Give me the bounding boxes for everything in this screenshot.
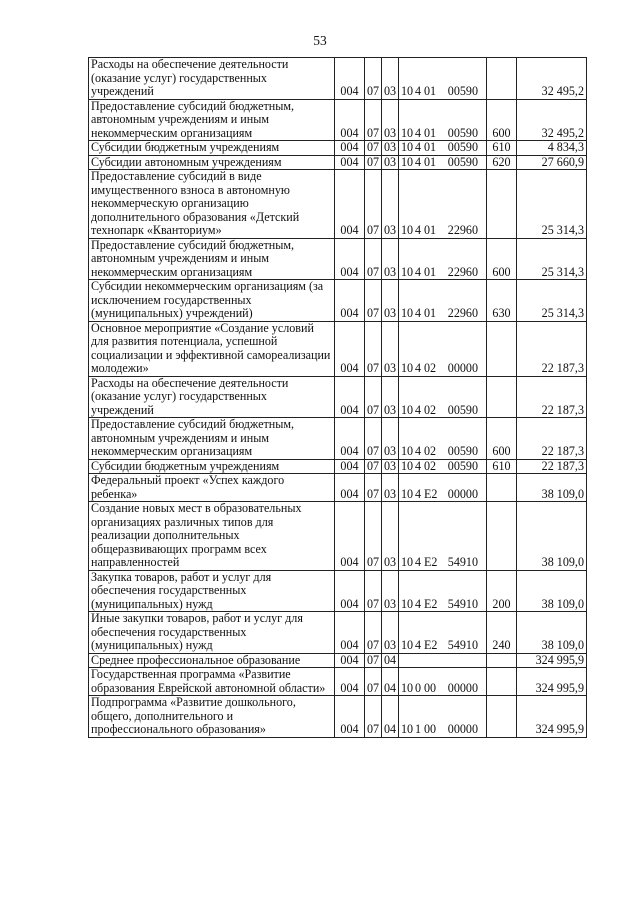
target-article-part: 00590	[447, 444, 478, 458]
section-code-cell: 07	[365, 58, 382, 100]
subsection-code-cell: 03	[382, 141, 399, 156]
expense-name-cell: Расходы на обеспечение деятельности (оказание услуг) государственных учреждений	[89, 376, 335, 418]
table-row	[89, 280, 587, 322]
target-article-part: 4	[415, 140, 422, 154]
target-article-part: 22960	[447, 223, 478, 237]
grbs-code-cell: 004	[335, 170, 365, 239]
subsection-code-cell: 03	[382, 459, 399, 474]
expense-type-cell	[487, 474, 517, 502]
grbs-code-cell: 004	[335, 321, 365, 376]
expense-name-cell: Подпрограмма «Развитие дошкольного, общего, дополнительного и профессионального образования»	[89, 696, 335, 738]
section-code-cell: 07	[365, 653, 382, 668]
section-code-cell: 07	[365, 668, 382, 696]
section-code-cell: 07	[365, 696, 382, 738]
target-article-cell	[399, 238, 487, 280]
target-article-part: E2	[424, 486, 438, 501]
grbs-code-cell: 004	[335, 99, 365, 141]
target-article-part: E2	[424, 555, 438, 569]
target-article-part: 54910	[447, 555, 478, 569]
target-article-cell	[399, 321, 487, 376]
table-row	[89, 170, 587, 239]
expense-type-cell: 240	[487, 612, 517, 654]
section-code-cell: 07	[365, 474, 382, 502]
subsection-code-cell: 03	[382, 170, 399, 239]
expense-name-cell: Субсидии бюджетным учреждениям	[89, 141, 335, 156]
expense-type-cell: 600	[487, 418, 517, 460]
subsection-code-cell: 03	[382, 474, 399, 502]
target-article-part: 00	[424, 722, 437, 736]
target-article-cell	[399, 155, 487, 170]
table-row	[89, 99, 587, 141]
target-article-part: 4	[415, 223, 422, 237]
target-article-part: 01	[424, 223, 437, 237]
target-article-part: 10	[401, 402, 414, 417]
expense-type-cell: 200	[487, 570, 517, 612]
target-article-part: 4	[415, 361, 422, 375]
target-article-part: 00000	[447, 486, 478, 501]
grbs-code-cell: 004	[335, 502, 365, 571]
expense-name-cell: Закупка товаров, работ и услуг для обеспечения государственных (муниципальных) нужд	[89, 570, 335, 612]
target-article-part: 02	[424, 402, 437, 417]
table-row	[89, 502, 587, 571]
target-article-cell	[399, 99, 487, 141]
expense-name-cell: Среднее профессиональное образование	[89, 653, 335, 668]
grbs-code-cell: 004	[335, 459, 365, 474]
grbs-code-cell: 004	[335, 696, 365, 738]
grbs-code-cell: 004	[335, 418, 365, 460]
subsection-code-cell: 03	[382, 376, 399, 418]
target-article-part: E2	[424, 638, 438, 652]
amount-cell: 22 187,3	[517, 418, 587, 460]
target-article-part: 01	[424, 264, 437, 279]
grbs-code-cell: 004	[335, 570, 365, 612]
expense-type-cell: 630	[487, 280, 517, 322]
expense-type-cell: 600	[487, 238, 517, 280]
section-code-cell: 07	[365, 459, 382, 474]
amount-cell: 22 187,3	[517, 459, 587, 474]
section-code-cell: 07	[365, 612, 382, 654]
target-article-part: 00590	[447, 84, 478, 98]
target-article-part: 22960	[447, 264, 478, 279]
target-article-part: 00590	[447, 402, 478, 417]
expense-name-cell: Предоставление субсидий в виде имущественного взноса в автономную некоммерческую организацию дополнительного образования «Детский технопарк «Кванториум»	[89, 170, 335, 239]
section-code-cell: 07	[365, 418, 382, 460]
amount-cell: 32 495,2	[517, 58, 587, 100]
target-article-part: 00590	[447, 155, 478, 169]
target-article-part: 4	[415, 459, 422, 473]
expense-name-cell: Предоставление субсидий бюджетным, автономным учреждениям и иным некоммерческим организациям	[89, 418, 335, 460]
subsection-code-cell: 04	[382, 653, 399, 668]
expense-name-cell: Государственная программа «Развитие образования Еврейской автономной области»	[89, 668, 335, 696]
target-article-cell	[399, 570, 487, 612]
target-article-cell	[399, 170, 487, 239]
subsection-code-cell: 03	[382, 418, 399, 460]
expense-type-cell	[487, 58, 517, 100]
target-article-part: 4	[415, 84, 422, 98]
subsection-code-cell: 03	[382, 570, 399, 612]
section-code-cell: 07	[365, 280, 382, 322]
expense-name-cell: Иные закупки товаров, работ и услуг для обеспечения государственных (муниципальных) нужд	[89, 612, 335, 654]
expense-name-cell: Создание новых мест в образовательных организациях различных типов для реализации дополнительных общеразвивающих программ всех направленностей	[89, 502, 335, 571]
subsection-code-cell: 03	[382, 280, 399, 322]
expense-name-cell: Субсидии некоммерческим организациям (за исключением государственных (муниципальных) учреждений)	[89, 280, 335, 322]
table-row	[89, 474, 587, 502]
target-article-part: 10	[401, 555, 414, 569]
amount-cell: 25 314,3	[517, 170, 587, 239]
amount-cell: 22 187,3	[517, 376, 587, 418]
target-article-part: 4	[415, 402, 422, 417]
expense-name-cell: Субсидии автономным учреждениям	[89, 155, 335, 170]
expense-name-cell: Предоставление субсидий бюджетным, автономным учреждениям и иным некоммерческим организациям	[89, 238, 335, 280]
subsection-code-cell: 03	[382, 502, 399, 571]
expense-name-cell: Предоставление субсидий бюджетным, автономным учреждениям и иным некоммерческим организациям	[89, 99, 335, 141]
target-article-part: 4	[415, 486, 422, 501]
subsection-code-cell: 03	[382, 238, 399, 280]
expense-type-cell: 620	[487, 155, 517, 170]
amount-cell: 22 187,3	[517, 321, 587, 376]
target-article-part: 01	[424, 140, 437, 154]
expense-name-cell: Субсидии бюджетным учреждениям	[89, 459, 335, 474]
target-article-part: 10	[401, 306, 414, 320]
target-article-cell	[399, 502, 487, 571]
table-row	[89, 376, 587, 418]
target-article-part: 54910	[447, 596, 478, 611]
subsection-code-cell: 03	[382, 99, 399, 141]
grbs-code-cell: 004	[335, 376, 365, 418]
amount-cell: 32 495,2	[517, 99, 587, 141]
table-row	[89, 653, 587, 668]
target-article-part: 4	[415, 125, 422, 140]
target-article-part: 10	[401, 155, 414, 169]
target-article-part: 10	[401, 444, 414, 458]
section-code-cell: 07	[365, 502, 382, 571]
amount-cell: 25 314,3	[517, 238, 587, 280]
expense-type-cell	[487, 668, 517, 696]
amount-cell: 324 995,9	[517, 653, 587, 668]
target-article-cell	[399, 418, 487, 460]
target-article-part: 54910	[447, 638, 478, 652]
subsection-code-cell: 03	[382, 58, 399, 100]
expense-name-cell: Основное мероприятие «Создание условий для развития потенциала, успешной социализации и эффективной самореализации молодежи»	[89, 321, 335, 376]
target-article-part: 01	[424, 155, 437, 169]
expense-type-cell: 610	[487, 459, 517, 474]
table-row	[89, 58, 587, 100]
section-code-cell: 07	[365, 238, 382, 280]
amount-cell: 25 314,3	[517, 280, 587, 322]
grbs-code-cell: 004	[335, 668, 365, 696]
target-article-part: 4	[415, 555, 422, 569]
section-code-cell: 07	[365, 170, 382, 239]
table-row	[89, 612, 587, 654]
grbs-code-cell: 004	[335, 653, 365, 668]
target-article-cell	[399, 141, 487, 156]
table-row	[89, 459, 587, 474]
subsection-code-cell: 04	[382, 696, 399, 738]
page-number: 53	[313, 33, 327, 48]
target-article-part: 00000	[447, 680, 478, 695]
target-article-part: 4	[415, 444, 422, 458]
expense-type-cell	[487, 170, 517, 239]
grbs-code-cell: 004	[335, 155, 365, 170]
amount-cell: 38 109,0	[517, 612, 587, 654]
target-article-part: 10	[401, 140, 414, 154]
target-article-part: 10	[401, 125, 414, 140]
amount-cell: 27 660,9	[517, 155, 587, 170]
expense-type-cell: 610	[487, 141, 517, 156]
target-article-cell	[399, 696, 487, 738]
table-row	[89, 155, 587, 170]
table-row	[89, 321, 587, 376]
expense-type-cell	[487, 696, 517, 738]
grbs-code-cell: 004	[335, 58, 365, 100]
section-code-cell: 07	[365, 141, 382, 156]
target-article-part: 10	[401, 680, 414, 695]
target-article-part: 4	[415, 596, 422, 611]
grbs-code-cell: 004	[335, 474, 365, 502]
target-article-part: 02	[424, 361, 437, 375]
table-row	[89, 570, 587, 612]
section-code-cell: 07	[365, 99, 382, 141]
target-article-part: 10	[401, 459, 414, 473]
target-article-part: 00590	[447, 125, 478, 140]
expense-type-cell	[487, 376, 517, 418]
target-article-part: 0	[415, 680, 422, 695]
target-article-part: 10	[401, 361, 414, 375]
grbs-code-cell: 004	[335, 612, 365, 654]
amount-cell: 38 109,0	[517, 570, 587, 612]
section-code-cell: 07	[365, 376, 382, 418]
target-article-part: 10	[401, 638, 414, 652]
target-article-cell	[399, 58, 487, 100]
target-article-part: 1	[415, 722, 422, 736]
section-code-cell: 07	[365, 155, 382, 170]
table-row	[89, 696, 587, 738]
target-article-cell	[399, 376, 487, 418]
target-article-part: 00000	[447, 722, 478, 736]
target-article-part: 10	[401, 264, 414, 279]
subsection-code-cell: 04	[382, 668, 399, 696]
target-article-part: 02	[424, 444, 437, 458]
amount-cell: 38 109,0	[517, 502, 587, 571]
target-article-part: 01	[424, 84, 437, 98]
table-row	[89, 141, 587, 156]
expense-name-cell: Федеральный проект «Успех каждого ребенка»	[89, 474, 335, 502]
budget-table-body	[89, 58, 587, 738]
expense-type-cell	[487, 653, 517, 668]
subsection-code-cell: 03	[382, 321, 399, 376]
amount-cell: 38 109,0	[517, 474, 587, 502]
expense-type-cell	[487, 502, 517, 571]
target-article-part: 10	[401, 722, 414, 736]
target-article-part: 00590	[447, 459, 478, 473]
target-article-part: 00	[424, 680, 437, 695]
target-article-cell	[399, 668, 487, 696]
target-article-part: 00590	[447, 140, 478, 154]
amount-cell: 4 834,3	[517, 141, 587, 156]
target-article-cell	[399, 474, 487, 502]
target-article-part: 10	[401, 84, 414, 98]
target-article-part: 4	[415, 306, 422, 320]
table-row	[89, 238, 587, 280]
section-code-cell: 07	[365, 570, 382, 612]
grbs-code-cell: 004	[335, 238, 365, 280]
target-article-cell	[399, 612, 487, 654]
target-article-part: 01	[424, 125, 437, 140]
target-article-part: 4	[415, 264, 422, 279]
target-article-part: 4	[415, 638, 422, 652]
target-article-part: 10	[401, 223, 414, 237]
subsection-code-cell: 03	[382, 155, 399, 170]
target-article-part: 22960	[447, 306, 478, 320]
target-article-part: 4	[415, 155, 422, 169]
table-row	[89, 418, 587, 460]
target-article-cell	[399, 459, 487, 474]
expense-name-cell: Расходы на обеспечение деятельности (оказание услуг) государственных учреждений	[89, 58, 335, 100]
grbs-code-cell: 004	[335, 280, 365, 322]
grbs-code-cell: 004	[335, 141, 365, 156]
budget-table	[88, 57, 587, 738]
expense-type-cell: 600	[487, 99, 517, 141]
target-article-cell	[399, 653, 487, 668]
subsection-code-cell: 03	[382, 612, 399, 654]
expense-type-cell	[487, 321, 517, 376]
target-article-part: 01	[424, 306, 437, 320]
target-article-part: 10	[401, 596, 414, 611]
target-article-part: E2	[424, 596, 438, 611]
target-article-part: 02	[424, 459, 437, 473]
target-article-part: 00000	[447, 361, 478, 375]
amount-cell: 324 995,9	[517, 696, 587, 738]
table-row	[89, 668, 587, 696]
section-code-cell: 07	[365, 321, 382, 376]
target-article-cell	[399, 280, 487, 322]
target-article-part: 10	[401, 486, 414, 501]
amount-cell: 324 995,9	[517, 668, 587, 696]
